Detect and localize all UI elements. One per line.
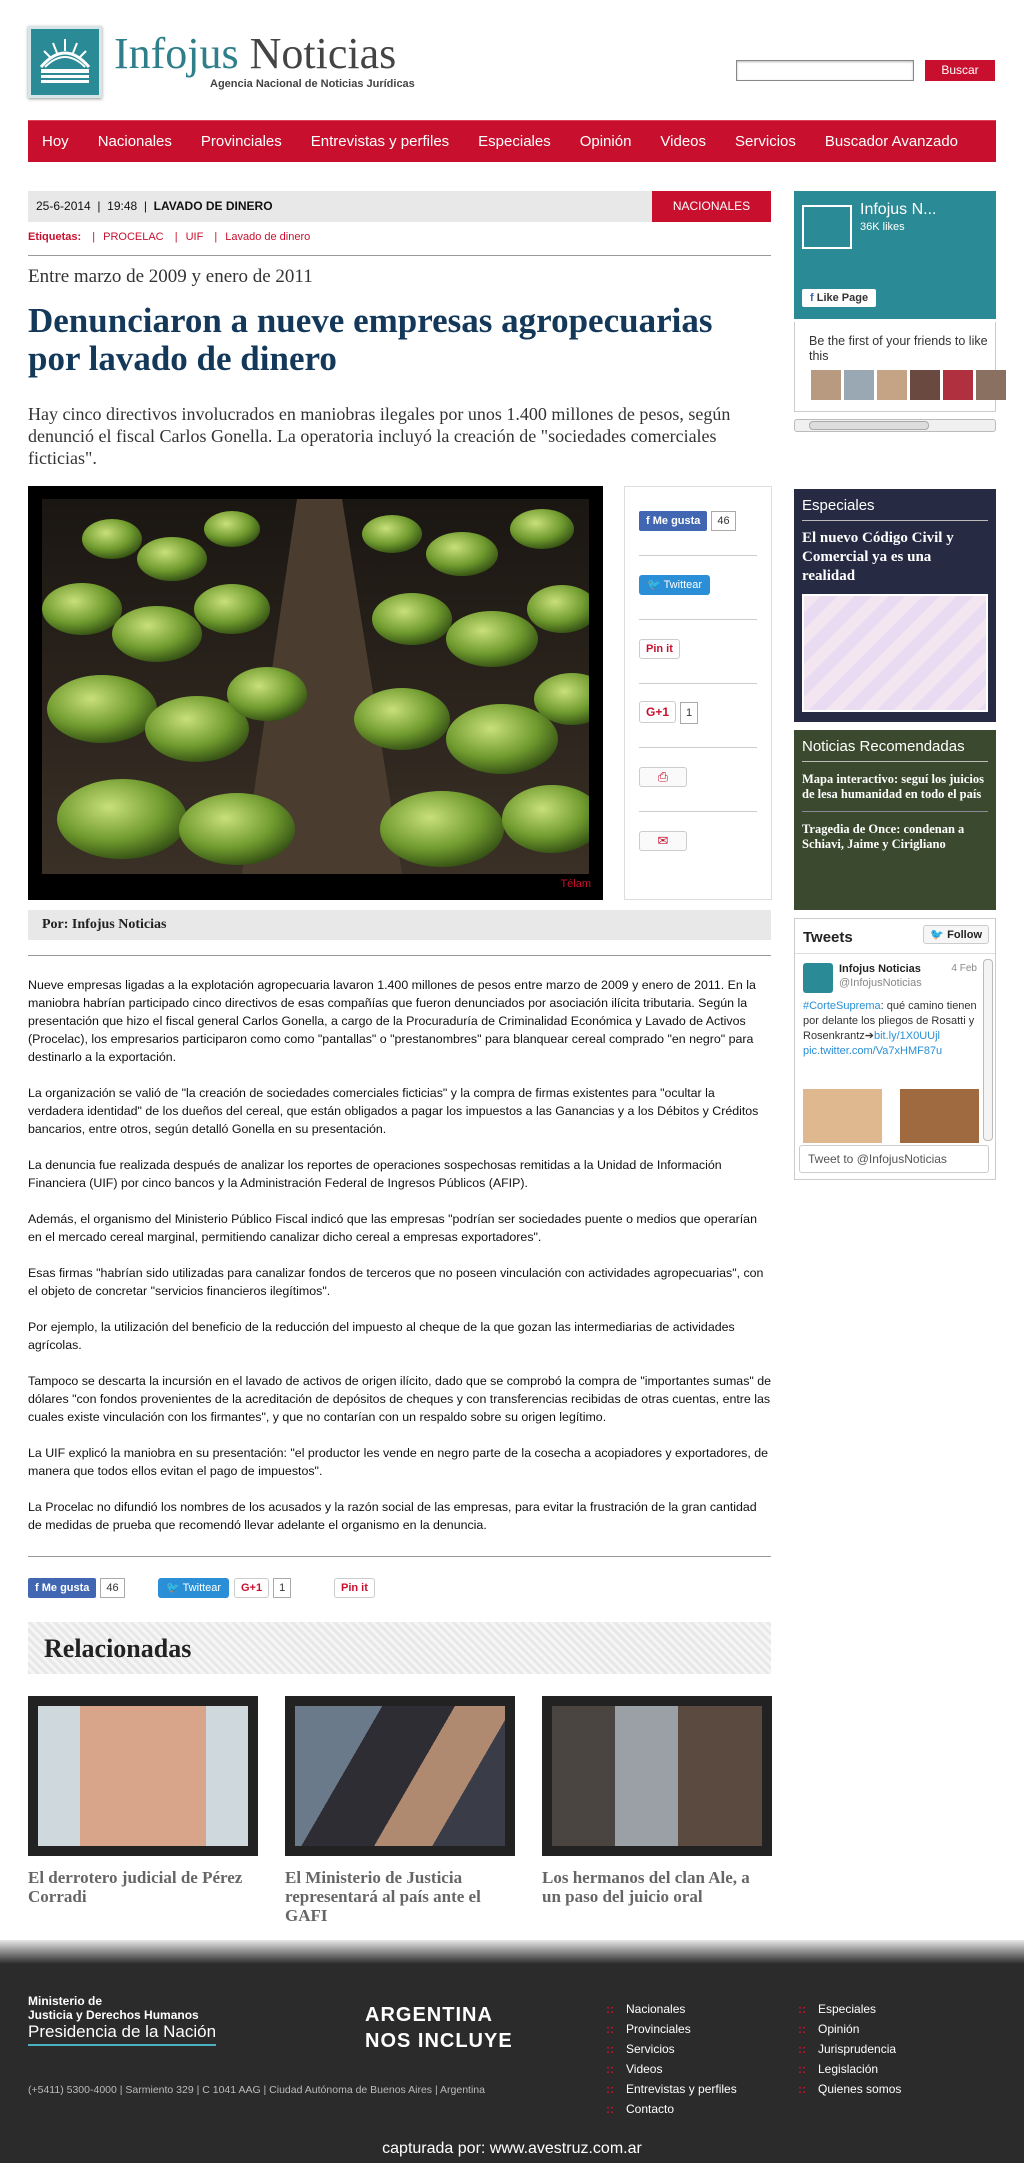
avatar[interactable] xyxy=(910,370,940,400)
twitter-timeline xyxy=(794,918,996,1180)
site-logo-text[interactable] xyxy=(114,29,397,78)
avatar[interactable] xyxy=(943,370,973,400)
related-card[interactable] xyxy=(285,1696,515,1925)
article-paragraph: Tampoco se descarta la incursión en el lavado de activos de origen ilícito, dado que se comprobó la compra de "importantes sumas" de dólares "con fondos provenientes de la acreditación de depósitos de cheques y con transferencias recibidas de otras cuentas, entre las cuales existe vinculación con los firmantes", y que no contarían con un respaldo sobre su origen legítimo. xyxy=(28,1374,772,1424)
divider xyxy=(639,683,757,684)
tweet-widget xyxy=(639,575,710,595)
tweet-handle[interactable]: @InfojusNoticias xyxy=(839,977,922,989)
footer-link[interactable]: :: Entrevistas y perfiles xyxy=(606,2082,737,2102)
nav-item-entrevistas[interactable]: Entrevistas y perfiles xyxy=(310,133,450,150)
article-paragraph: Esas firmas "habrían sido utilizadas para canalizar fondos de terceros que no poseen vinculación con actividades agropecuarias", con el objeto de concretar "servicios financieros ilegítimos". xyxy=(28,1266,764,1298)
fb-likes: 36K likes xyxy=(860,221,905,233)
site-footer xyxy=(0,1940,1024,2163)
footer-links-col1 xyxy=(606,2002,737,2122)
tweet-hashtag[interactable]: #CorteSuprema xyxy=(803,1000,881,1012)
divider xyxy=(639,811,757,812)
twitter-bird-icon: 🐦 xyxy=(930,929,945,941)
twitter-bird-icon: 🐦 xyxy=(166,1582,180,1594)
nav-item-opinion[interactable]: Opinión xyxy=(579,133,632,150)
footer-link[interactable]: :: Opinión xyxy=(798,2022,901,2042)
related-caption[interactable]: El derrotero judicial de Pérez Corradi xyxy=(28,1868,243,1906)
argentina-line: ARGENTINA xyxy=(365,2004,493,2026)
especiales-panel xyxy=(794,489,996,722)
related-image[interactable] xyxy=(28,1696,258,1856)
nav-item-hoy[interactable]: Hoy xyxy=(42,133,69,150)
print-widget xyxy=(639,767,687,787)
article-paragraph: La UIF explicó la maniobra en su presentación: "el productor les vende en negro parte de la cosecha a acopiadores y exportadores, de manera que todos ellos evitan el pago de impuestos". xyxy=(28,1446,769,1478)
article-paragraph: Además, el organismo del Ministerio Público Fiscal indicó que las empresas "podrían ser sociedades puente o medios que operarían en el mercado cereal marginal, permitiendo canalizar dicho cereal a empresas exportadores". xyxy=(28,1212,757,1244)
article-date: 25-6-2014 xyxy=(36,199,91,213)
related-image[interactable] xyxy=(542,1696,772,1856)
nav-item-videos[interactable]: Videos xyxy=(660,133,707,150)
footer-ministry[interactable] xyxy=(28,1994,199,2022)
recomendada-link[interactable]: Mapa interactivo: seguí los juicios de lesa humanidad en todo el país xyxy=(802,772,988,812)
article-title: Denunciaron a nueve empresas agropecuarias por lavado de dinero xyxy=(28,301,713,378)
ministry-line: Justicia y Derechos Humanos xyxy=(28,2008,199,2022)
footer-presidencia[interactable]: Presidencia de la Nación xyxy=(28,2022,216,2046)
bottom-share-bar xyxy=(28,1578,771,1600)
fb-friends-text: Be the first of your friends to like this xyxy=(809,334,988,363)
facebook-like-widget xyxy=(28,1578,125,1598)
footer-link[interactable]: :: Legislación xyxy=(798,2062,901,2082)
tweet-button[interactable] xyxy=(158,1578,229,1598)
tweet-avatar[interactable] xyxy=(803,963,833,993)
footer-link[interactable]: :: Especiales xyxy=(798,2002,901,2022)
tweet-author[interactable]: Infojus Noticias xyxy=(839,963,921,975)
logo-subtitle: Agencia Nacional de Noticias Jurídicas xyxy=(210,78,415,90)
logo-word-infojus: Infojus xyxy=(114,29,239,78)
facebook-page-widget[interactable] xyxy=(794,191,996,319)
tweet-compose-input[interactable]: Tweet to @InfojusNoticias xyxy=(799,1145,989,1173)
tweet-link[interactable]: bit.ly/1X0UUjl xyxy=(873,1030,940,1042)
tweet-label: Twittear xyxy=(182,1582,222,1594)
infojus-logo-icon xyxy=(802,205,852,249)
article-time: 19:48 xyxy=(107,199,138,213)
article-body xyxy=(28,976,771,1552)
footer-address: (+5411) 5300-4000 | Sarmiento 329 | C 1041 AAG | Ciudad Autónoma de Buenos Aires | Argentina xyxy=(28,2084,485,2096)
divider xyxy=(28,955,771,956)
horizontal-scrollbar[interactable] xyxy=(794,419,996,432)
infojus-logo-icon[interactable] xyxy=(28,26,102,98)
fb-like-page-button[interactable] xyxy=(802,289,876,307)
avatar[interactable] xyxy=(877,370,907,400)
email-icon[interactable]: ✉ xyxy=(639,831,687,851)
fb-friend-avatars xyxy=(811,370,1006,400)
article-photo-frame xyxy=(28,486,603,900)
footer-shadow xyxy=(0,1940,1024,1964)
related-header xyxy=(28,1622,771,1674)
facebook-like-button[interactable] xyxy=(28,1578,96,1598)
like-label: Me gusta xyxy=(652,515,701,527)
especiales-title[interactable]: El nuevo Código Civil y Comercial ya es una realidad xyxy=(802,530,954,584)
fb-friends-box xyxy=(794,322,996,412)
article-byline: Por: Infojus Noticias xyxy=(28,910,771,940)
article-lead: Hay cinco directivos involucrados en maniobras ilegales por unos 1.400 millones de pesos, según denunció el fiscal Carlos Gonella. La operatoria incluyó la creación de "sociedades comerciales ficticias". xyxy=(28,404,731,468)
gplus-count: 1 xyxy=(273,1578,291,1598)
gplus-count: 1 xyxy=(680,702,698,724)
nav-item-provinciales[interactable]: Provinciales xyxy=(200,133,282,150)
gplus-button[interactable]: G+1 xyxy=(639,701,676,723)
article-kicker: Entre marzo de 2009 y enero de 2011 xyxy=(28,266,313,287)
article-tags: Etiquetas: | PROCELAC | UIF | Lavado de dinero xyxy=(28,231,311,243)
footer-link[interactable]: :: Jurisprudencia xyxy=(798,2042,901,2062)
related-title: Relacionadas xyxy=(44,1634,192,1663)
section-badge[interactable]: NACIONALES xyxy=(652,191,771,222)
facebook-icon: f xyxy=(35,1582,39,1594)
scrollbar-thumb[interactable] xyxy=(809,421,929,430)
related-card[interactable] xyxy=(542,1696,772,1906)
photo-credit: Télam xyxy=(560,878,591,890)
facebook-icon: f xyxy=(646,515,650,527)
tweet-text xyxy=(803,999,979,1059)
article-photo[interactable] xyxy=(42,499,589,874)
gplus-widget xyxy=(639,701,698,721)
search-button[interactable]: Buscar xyxy=(925,60,995,81)
divider xyxy=(639,619,757,620)
tweet-body: : qué camino tienen por delante los pliegos de Rosatti y Rosenkrantz➔ xyxy=(803,1000,977,1042)
capture-watermark: capturada por: www.avestruz.com.ar xyxy=(382,2140,642,2157)
nav-item-servicios[interactable]: Servicios xyxy=(735,133,796,150)
avatar[interactable] xyxy=(811,370,841,400)
twitter-bird-icon: 🐦 xyxy=(647,579,661,591)
tweet-date[interactable]: 4 Feb xyxy=(951,963,977,974)
vertical-scrollbar[interactable] xyxy=(983,959,993,1141)
divider xyxy=(28,1556,771,1557)
related-caption[interactable]: El Ministerio de Justicia representará al país ante el GAFI xyxy=(285,1868,481,1925)
logo-word-noticias: Noticias xyxy=(249,29,397,78)
article-paragraph: La denuncia fue realizada después de analizar los reportes de operaciones sospechosas remitidas a la Unidad de Información Financiera (UIF) por cinco bancos y la Administración Federal de Ingresos Públicos (AFIP). xyxy=(28,1158,722,1190)
argentina-nos-incluye-logo[interactable] xyxy=(365,2002,513,2054)
divider xyxy=(639,747,757,748)
tweet-link[interactable]: pic.twitter.com/Va7xHMF87u xyxy=(803,1045,943,1057)
follow-label: Follow xyxy=(947,929,982,941)
especiales-heading[interactable]: Especiales xyxy=(802,497,988,521)
footer-link[interactable]: :: Quienes somos xyxy=(798,2082,901,2102)
tweet-image[interactable] xyxy=(803,1089,979,1143)
divider xyxy=(639,555,757,556)
fb-page-name[interactable]: Infojus N... xyxy=(860,201,937,218)
email-widget xyxy=(639,831,687,851)
tweet-button[interactable] xyxy=(639,575,710,595)
article-paragraph: Nueve empresas ligadas a la explotación agropecuaria lavaron 1.400 millones de pesos entre marzo de 2009 y enero de 2011. En la maniobra habrían participado cinco directivos de esas compañías que fueron denunciados por asociación ilícita tributaria. Según la presentación que hizo el fiscal general Carlos Gonella, a cargo de la Procuraduría de Criminalidad Económica y Lavado de Activos (Procelac), los empresarios participaron como como "pantallas" o "prestanombres" para blanquear cereal comprado "en negro" para destinarlo a la exportación. xyxy=(28,978,756,1064)
like-count: 46 xyxy=(100,1578,124,1598)
footer-link[interactable]: :: Nacionales xyxy=(606,2002,737,2022)
site-header xyxy=(28,26,996,102)
recomendadas-heading: Noticias Recomendadas xyxy=(802,738,988,762)
search-input[interactable] xyxy=(736,60,914,81)
tag-link[interactable]: PROCELAC xyxy=(103,231,164,243)
article-paragraph: La organización se valió de "la creación de sociedades comerciales ficticias" y la compra de firmas existentes para "ocultar la verdadera identidad" de los dueños del cereal, que están obligados a pagar los impuestos a las Ganancias y a los Débitos y Créditos bancarios, entre otros, según detalló Gonella en su presentación. xyxy=(28,1086,759,1136)
print-icon[interactable]: ⎙ xyxy=(639,767,687,787)
tweets-heading: Tweets xyxy=(803,929,853,946)
footer-link[interactable]: :: Contacto xyxy=(606,2102,737,2122)
ministry-line: Ministerio de xyxy=(28,1994,103,2008)
recomendadas-panel xyxy=(794,730,996,910)
article-category[interactable]: LAVADO DE DINERO xyxy=(153,199,273,213)
related-card[interactable] xyxy=(28,1696,258,1906)
tags-label: Etiquetas: xyxy=(28,231,82,243)
footer-link[interactable]: :: Servicios xyxy=(606,2042,737,2062)
pin-it-button[interactable]: Pin it xyxy=(639,639,680,659)
like-count: 46 xyxy=(711,511,735,531)
facebook-like-widget xyxy=(639,511,736,531)
especiales-image[interactable] xyxy=(802,594,988,712)
avatar[interactable] xyxy=(976,370,1006,400)
pin-it-button[interactable]: Pin it xyxy=(334,1578,375,1598)
related-image[interactable] xyxy=(285,1696,515,1856)
argentina-line: NOS INCLUYE xyxy=(365,2030,513,2052)
tag-link[interactable]: UIF xyxy=(185,231,204,243)
article-paragraph: Por ejemplo, la utilización del beneficio de la reducción del impuesto al cheque de la que gozan las intermediarias de actividades agrícolas. xyxy=(28,1320,735,1352)
main-nav xyxy=(28,120,996,162)
fb-like-page-label: Like Page xyxy=(816,292,869,304)
article-paragraph: La Procelac no difundió los nombres de los acusados y la razón social de las empresas, para evitar la frustración de la gran cantidad de medidas de prueba que recomendó llevar adelante el organismo en la denuncia. xyxy=(28,1500,757,1532)
gplus-button[interactable]: G+1 xyxy=(234,1578,269,1598)
avatar[interactable] xyxy=(844,370,874,400)
related-caption[interactable]: Los hermanos del clan Ale, a un paso del juicio oral xyxy=(542,1868,750,1906)
recomendada-link[interactable]: Tragedia de Once: condenan a Schiavi, Jaime y Cirigliano xyxy=(802,822,965,851)
article-meta-bar: 25-6-2014 | 19:48 | LAVADO DE DINERO xyxy=(28,191,771,222)
footer-links-col2 xyxy=(798,2002,901,2102)
share-column xyxy=(624,486,772,900)
divider xyxy=(795,953,995,954)
nav-item-nacionales[interactable]: Nacionales xyxy=(97,133,172,150)
tweet-label: Twittear xyxy=(663,579,703,591)
footer-link[interactable]: :: Videos xyxy=(606,2062,737,2082)
nav-item-especiales[interactable]: Especiales xyxy=(478,133,551,150)
nav-item-buscador[interactable]: Buscador Avanzado xyxy=(824,133,959,150)
pinterest-widget xyxy=(639,639,680,659)
facebook-like-button[interactable] xyxy=(639,511,707,531)
facebook-icon: f xyxy=(810,292,814,304)
tag-link[interactable]: Lavado de dinero xyxy=(225,231,311,243)
gplus-widget xyxy=(234,1578,291,1598)
divider xyxy=(28,255,771,256)
like-label: Me gusta xyxy=(41,1582,90,1594)
follow-button[interactable] xyxy=(923,925,989,944)
footer-link[interactable]: :: Provinciales xyxy=(606,2022,737,2042)
